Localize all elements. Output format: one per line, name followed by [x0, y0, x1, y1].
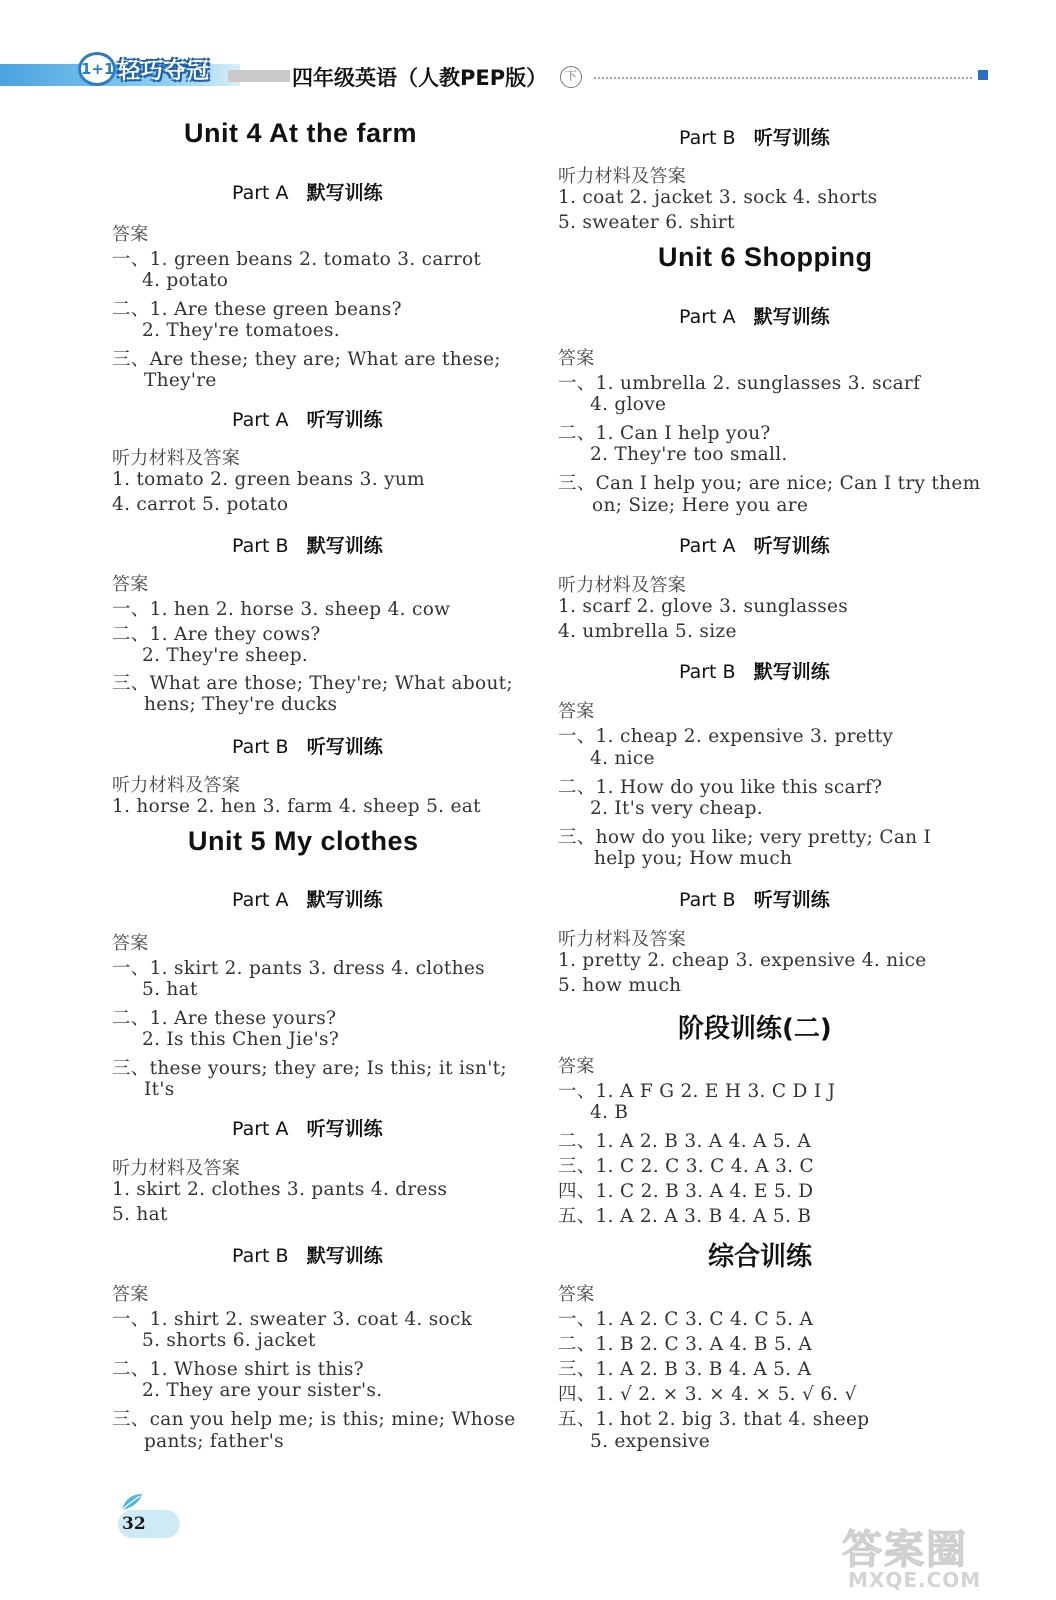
section-heading	[679, 302, 830, 329]
answer-line: 三、how do you like; very pretty; Can I	[558, 827, 932, 848]
answer-label: 答案	[112, 933, 149, 954]
answer-line: 二、1. Can I help you?	[558, 423, 771, 444]
answer-line: 三、1. C 2. C 3. C 4. A 3. C	[558, 1156, 814, 1177]
part-label: Part A	[679, 535, 736, 557]
answer-line: 二、1. B 2. C 3. A 4. B 5. A	[558, 1334, 813, 1355]
header-grey-bar	[228, 70, 290, 82]
answer-line: 2. They're sheep.	[142, 645, 309, 666]
part-label: Part B	[232, 736, 289, 758]
section-heading	[232, 885, 383, 912]
watermark-url: MXQE.COM	[848, 1568, 982, 1592]
training-type: 听写训练	[306, 1118, 383, 1140]
unit6-title: Unit 6 Shopping	[658, 242, 873, 272]
part-label: Part A	[232, 1118, 289, 1140]
training-type: 默写训练	[753, 306, 830, 328]
part-label: Part A	[232, 182, 289, 204]
part-label: Part A	[232, 409, 289, 431]
stage2-title: 阶段训练(二)	[678, 1014, 832, 1044]
answer-line: hens; They're ducks	[144, 694, 338, 715]
answer-label: 答案	[558, 348, 595, 369]
answer-line: 5. shorts 6. jacket	[142, 1330, 316, 1351]
answer-line: 1. pretty 2. cheap 3. expensive 4. nice	[558, 950, 927, 971]
part-label: Part B	[232, 535, 289, 557]
answer-line: 二、1. A 2. B 3. A 4. A 5. A	[558, 1131, 812, 1152]
answer-line: 三、What are those; They're; What about;	[112, 673, 513, 694]
answer-line: 5. hat	[142, 979, 198, 1000]
answer-line: 4. potato	[142, 270, 229, 291]
watermark-logo-text: 答案圈	[842, 1527, 968, 1573]
answer-line: It's	[144, 1079, 175, 1100]
answer-line: 5. how much	[558, 975, 682, 996]
answer-line: 1. scarf 2. glove 3. sunglasses	[558, 596, 849, 617]
training-type: 默写训练	[306, 535, 383, 557]
answer-line: 2. It's very cheap.	[590, 798, 763, 819]
training-type: 默写训练	[306, 889, 383, 911]
section-heading	[232, 531, 383, 558]
part-label: Part B	[679, 889, 736, 911]
section-heading	[679, 123, 830, 150]
answer-label: 听力材料及答案	[558, 575, 687, 596]
section-heading	[232, 1114, 383, 1141]
training-type: 听写训练	[306, 409, 383, 431]
section-heading	[232, 405, 383, 432]
answer-line: 五、1. A 2. A 3. B 4. A 5. B	[558, 1206, 812, 1227]
answer-line: 三、can you help me; is this; mine; Whose	[112, 1409, 516, 1430]
answer-line: 1. horse 2. hen 3. farm 4. sheep 5. eat	[112, 796, 481, 817]
answer-line: 二、1. How do you like this scarf?	[558, 777, 883, 798]
section-heading	[232, 1241, 383, 1268]
answer-line: 三、1. A 2. B 3. B 4. A 5. A	[558, 1359, 812, 1380]
answer-line: 四、1. √ 2. × 3. × 4. × 5. √ 6. √	[558, 1384, 857, 1405]
answer-line: 4. glove	[590, 394, 667, 415]
training-type: 听写训练	[306, 736, 383, 758]
logo-text: 轻巧夺冠	[118, 59, 211, 84]
part-label: Part A	[679, 306, 736, 328]
section-heading	[232, 732, 383, 759]
leaf-icon	[118, 1492, 144, 1512]
section-heading	[679, 657, 830, 684]
training-type: 听写训练	[753, 889, 830, 911]
answer-line: 二、1. Whose shirt is this?	[112, 1359, 364, 1380]
answer-line: 二、1. Are they cows?	[112, 624, 321, 645]
page-number: 32	[122, 1514, 146, 1534]
header-square-icon	[978, 70, 988, 80]
answer-line: 2. They're too small.	[590, 444, 788, 465]
answer-label: 答案	[558, 701, 595, 722]
brand-logo	[70, 48, 230, 90]
answer-line: 2. Is this Chen Jie's?	[142, 1029, 340, 1050]
answer-label: 答案	[112, 1284, 149, 1305]
answer-label: 答案	[112, 574, 149, 595]
answer-line: 2. They are your sister's.	[142, 1380, 383, 1401]
answer-line: 5. expensive	[590, 1431, 711, 1452]
part-label: Part B	[679, 661, 736, 683]
training-type: 听写训练	[753, 535, 830, 557]
answer-line: pants; father's	[144, 1431, 284, 1452]
answer-line: help you; How much	[594, 848, 793, 869]
answer-line: 二、1. Are these green beans?	[112, 299, 402, 320]
answer-line: 一、1. A 2. C 3. C 4. C 5. A	[558, 1309, 814, 1330]
answer-line: 5. hat	[112, 1204, 168, 1225]
section-heading	[679, 885, 830, 912]
answer-line: 五、1. hot 2. big 3. that 4. sheep	[558, 1409, 870, 1430]
answer-label: 听力材料及答案	[558, 929, 687, 950]
part-label: Part B	[232, 1245, 289, 1267]
part-label: Part A	[232, 889, 289, 911]
answer-line: 一、1. shirt 2. sweater 3. coat 4. sock	[112, 1309, 473, 1330]
answer-line: 4. carrot 5. potato	[112, 494, 289, 515]
volume-badge: 下	[560, 66, 582, 88]
answer-line: 1. skirt 2. clothes 3. pants 4. dress	[112, 1179, 448, 1200]
answer-line: They're	[144, 370, 217, 391]
unit4-title: Unit 4 At the farm	[184, 118, 418, 148]
section-heading	[679, 531, 830, 558]
answer-line: 一、1. cheap 2. expensive 3. pretty	[558, 726, 894, 747]
answer-line: 三、Can I help you; are nice; Can I try them	[558, 473, 981, 494]
logo-badge-icon: 1+1	[78, 52, 116, 86]
book-title: 四年级英语（人教PEP版）	[292, 66, 548, 90]
answer-line: 1. tomato 2. green beans 3. yum	[112, 469, 425, 490]
answer-line: 二、1. Are these yours?	[112, 1008, 337, 1029]
training-type: 默写训练	[306, 1245, 383, 1267]
answer-line: 一、1. hen 2. horse 3. sheep 4. cow	[112, 599, 451, 620]
training-type: 默写训练	[753, 661, 830, 683]
answer-line: 一、1. A F G 2. E H 3. C D I J	[558, 1081, 836, 1102]
answer-line: 2. They're tomatoes.	[142, 320, 340, 341]
answer-label: 听力材料及答案	[558, 166, 687, 187]
answer-label: 答案	[558, 1056, 595, 1077]
answer-line: 1. coat 2. jacket 3. sock 4. shorts	[558, 187, 878, 208]
answer-line: 5. sweater 6. shirt	[558, 212, 735, 233]
answer-line: 一、1. umbrella 2. sunglasses 3. scarf	[558, 373, 921, 394]
answer-line: 三、these yours; they are; Is this; it isn't;	[112, 1058, 507, 1079]
unit5-title: Unit 5 My clothes	[188, 826, 419, 856]
answer-label: 听力材料及答案	[112, 448, 241, 469]
answer-line: 4. B	[590, 1102, 629, 1123]
header-dotted-rule	[594, 77, 972, 79]
section-heading	[232, 178, 383, 205]
answer-label: 听力材料及答案	[112, 775, 241, 796]
watermark	[842, 1518, 1012, 1594]
answer-line: 一、1. skirt 2. pants 3. dress 4. clothes	[112, 958, 485, 979]
answer-line: 四、1. C 2. B 3. A 4. E 5. D	[558, 1181, 814, 1202]
training-type: 默写训练	[306, 182, 383, 204]
answer-line: 4. umbrella 5. size	[558, 621, 737, 642]
answer-label: 听力材料及答案	[112, 1158, 241, 1179]
part-label: Part B	[679, 127, 736, 149]
answer-line: on; Size; Here you are	[592, 495, 809, 516]
answer-line: 4. nice	[590, 748, 655, 769]
training-type: 听写训练	[753, 127, 830, 149]
answer-label: 答案	[112, 224, 149, 245]
answer-line: 三、Are these; they are; What are these;	[112, 349, 501, 370]
answer-line: 一、1. green beans 2. tomato 3. carrot	[112, 249, 482, 270]
comprehensive-title: 综合训练	[708, 1242, 813, 1272]
answer-label: 答案	[558, 1284, 595, 1305]
